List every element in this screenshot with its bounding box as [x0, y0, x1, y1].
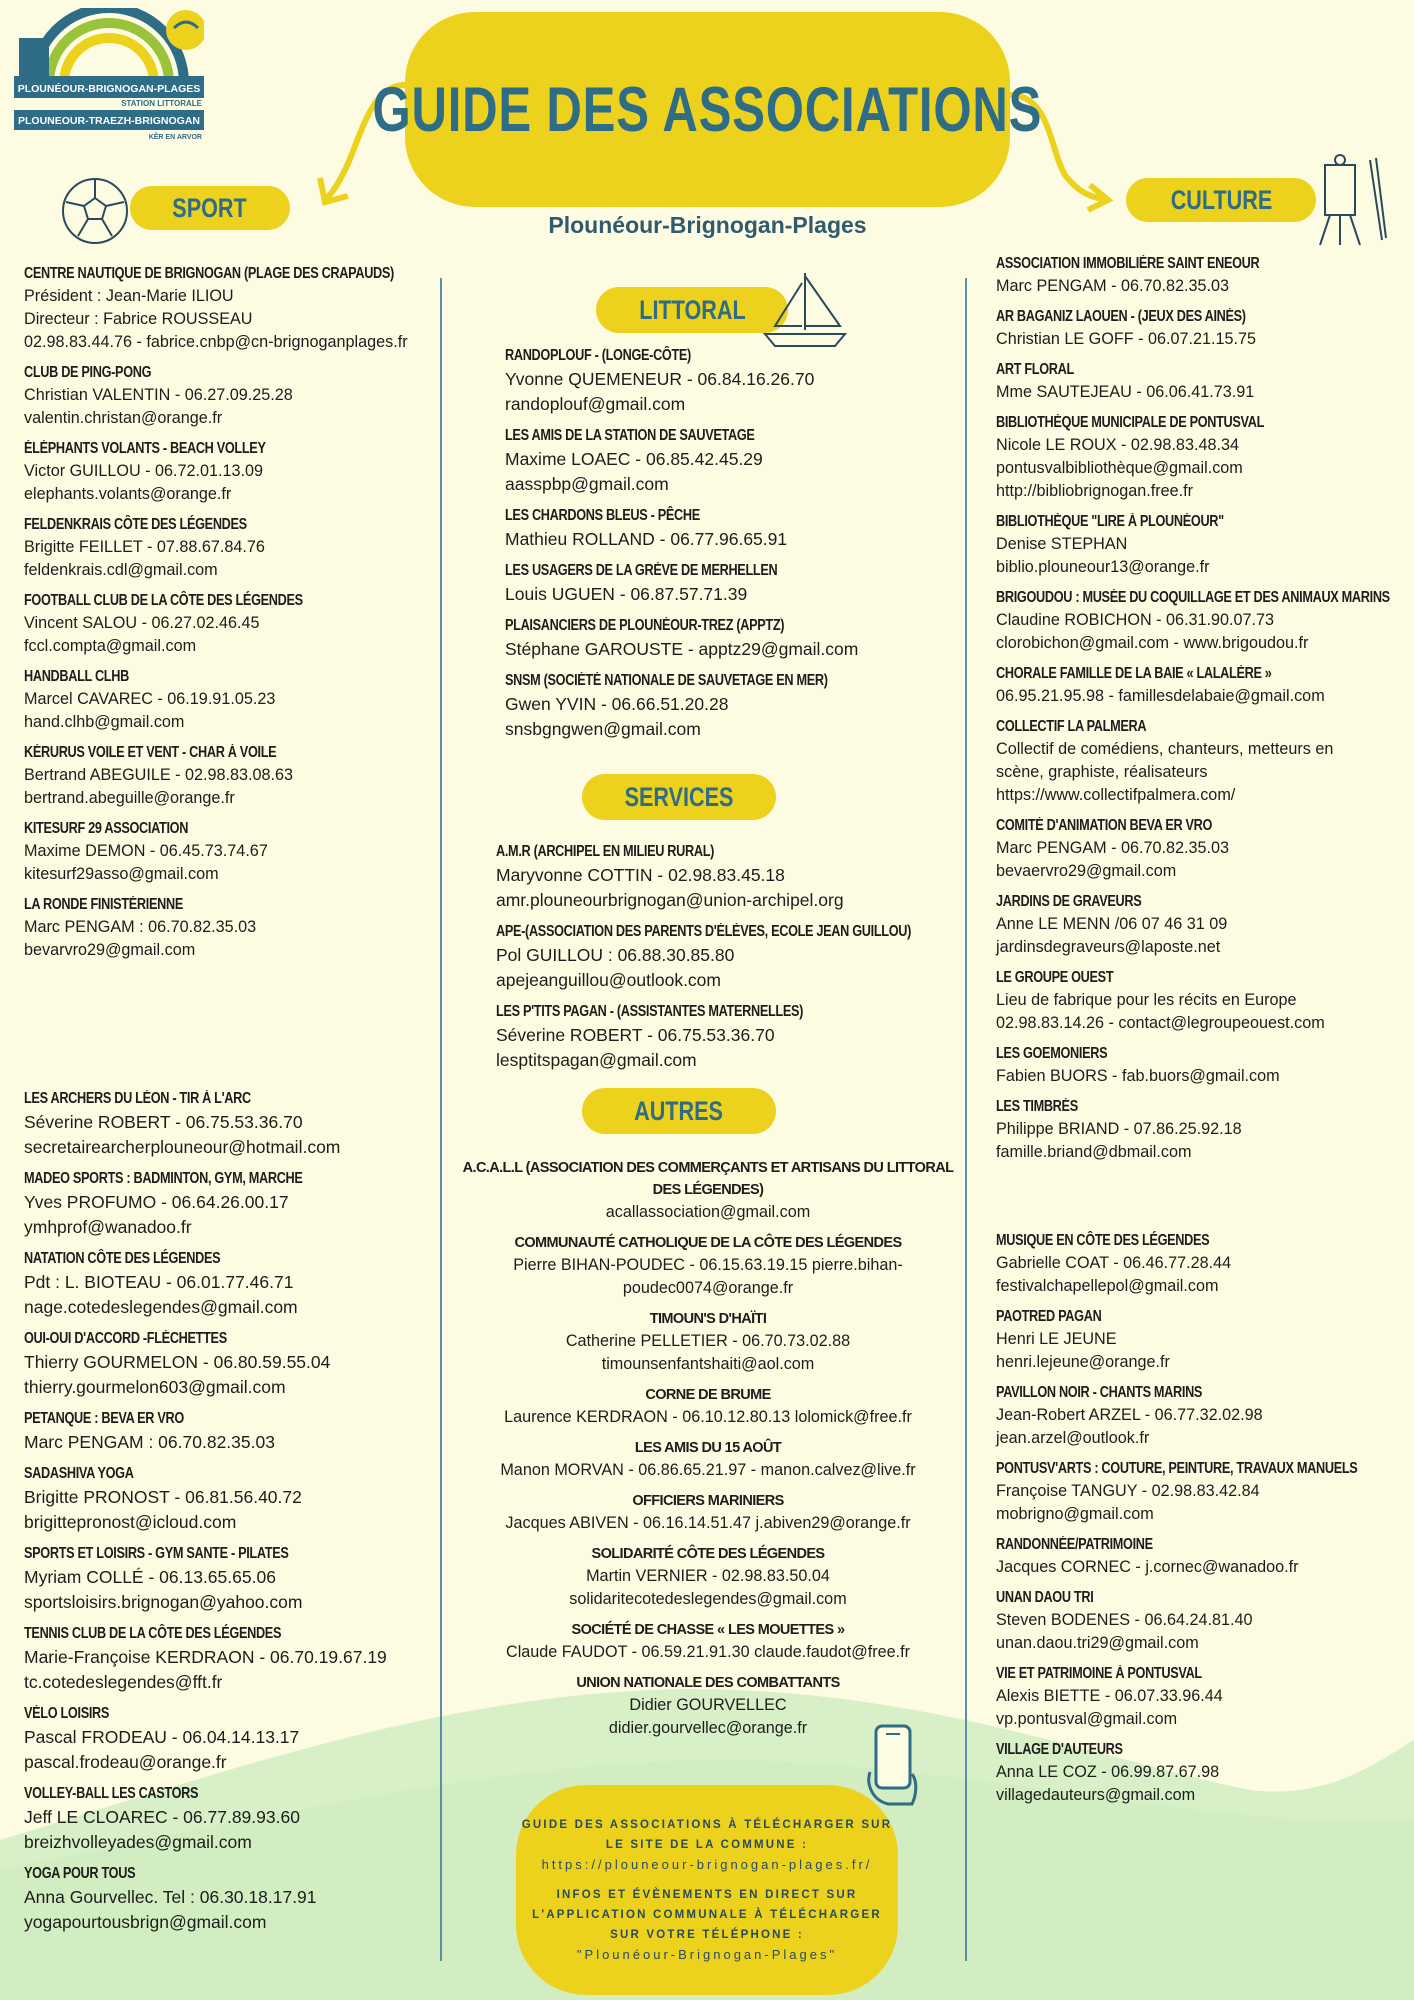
association-contact: Denise STEPHAN — [996, 535, 1128, 553]
association-name: PLAISANCIERS DE PLOUNÉOUR-TREZ (APPTZ) — [505, 617, 785, 634]
association-contact: Philippe BRIAND - 07.86.25.92.18 — [996, 1120, 1242, 1138]
association-name: PAVILLON NOIR - CHANTS MARINS — [996, 1384, 1203, 1401]
association-contact: Marcel CAVAREC - 06.19.91.05.23 — [24, 690, 276, 708]
autres-list — [458, 1149, 958, 1740]
association-name: FOOTBALL CLUB DE LA CÔTE DES LÉGENDES — [24, 592, 303, 609]
association-name: PETANQUE : BEVA ER VRO — [24, 1410, 184, 1427]
association-contact: unan.daou.tri29@gmail.com — [996, 1634, 1199, 1652]
association-name: ART FLORAL — [996, 361, 1074, 378]
association-name: VILLAGE D'AUTEURS — [996, 1741, 1123, 1758]
association-contact: Pierre BIHAN-POUDEC - 06.15.63.19.15 pierre.bihan-poudec0074@orange.fr — [513, 1256, 903, 1297]
association-name: SADASHIVA YOGA — [24, 1465, 134, 1482]
association-contact: Didier GOURVELLEC — [629, 1696, 787, 1714]
painting-easel-icon — [1300, 150, 1390, 250]
column-divider-right — [965, 278, 967, 1961]
association-contact: Jean-Robert ARZEL - 06.77.32.02.98 — [996, 1406, 1263, 1424]
association-contact: biblio.plouneour13@orange.fr — [996, 558, 1210, 576]
association-contact: kitesurf29asso@gmail.com — [24, 865, 219, 883]
association-contact: jardinsdegraveurs@laposte.net — [996, 938, 1221, 956]
association-contact: feldenkrais.cdl@gmail.com — [24, 561, 218, 579]
association-contact: clorobichon@gmail.com - www.brigoudou.fr — [996, 634, 1309, 652]
page-title: GUIDE DES ASSOCIATIONS — [372, 74, 1043, 145]
town-logo — [14, 8, 204, 143]
website-link[interactable]: https://plouneour-brignogan-plages.fr/ — [541, 1857, 873, 1872]
association-name: BRIGOUDOU : MUSÉE DU COQUILLAGE ET DES ANIMAUX MARINS — [996, 589, 1390, 606]
association-contact: Marc PENGAM - 06.70.82.35.03 — [996, 277, 1230, 295]
association-contact: vp.pontusval@gmail.com — [996, 1710, 1178, 1728]
association-name: COLLECTIF LA PALMERA — [996, 718, 1147, 735]
association-name: BIBLIOTHÈQUE "LIRE À PLOUNÉOUR" — [996, 513, 1224, 530]
association-contact: Pol GUILLOU : 06.88.30.85.80 — [496, 945, 735, 965]
association-contact: hand.clhb@gmail.com — [24, 713, 185, 731]
association-contact: secretairearcherplouneour@hotmail.com — [24, 1137, 341, 1157]
association-contact: bertrand.abeguille@orange.fr — [24, 789, 235, 807]
association-name: MUSIQUE EN CÔTE DES LÉGENDES — [996, 1232, 1210, 1249]
association-contact: timounsenfantshaiti@aol.com — [601, 1355, 815, 1373]
app-name: "Plounéour-Brignogan-Plages" — [576, 1947, 838, 1962]
association-contact: villagedauteurs@gmail.com — [996, 1786, 1196, 1804]
association-contact: mobrigno@gmail.com — [996, 1505, 1154, 1523]
association-contact: Maxime LOAEC - 06.85.42.45.29 — [505, 449, 763, 469]
svg-text:KÊR EN ARVOR: KÊR EN ARVOR — [148, 134, 202, 141]
association-contact: didier.gourvellec@orange.fr — [608, 1719, 808, 1737]
association-contact: solidaritecotedeslegendes@gmail.com — [569, 1590, 847, 1608]
association-contact: Jacques ABIVEN - 06.16.14.51.47 j.abiven29@orange.fr — [505, 1514, 911, 1532]
association-contact: Mathieu ROLLAND - 06.77.96.65.91 — [505, 529, 788, 549]
association-contact: lesptitspagan@gmail.com — [496, 1050, 697, 1070]
association-name: SOCIÉTÉ DE CHASSE « LES MOUETTES » — [571, 1622, 845, 1638]
section-culture: CULTURE — [1126, 178, 1316, 222]
association-contact: Alexis BIETTE - 06.07.33.96.44 — [996, 1687, 1223, 1705]
sport-list-continued — [24, 1080, 444, 1935]
association-name: KÉRURUS VOILE ET VENT - CHAR À VOILE — [24, 744, 277, 761]
association-contact: amr.plouneourbrignogan@union-archipel.org — [496, 890, 844, 910]
association-contact: Jacques CORNEC - j.cornec@wanadoo.fr — [996, 1558, 1299, 1576]
association-name: LES CHARDONS BLEUS - PÊCHE — [505, 507, 700, 524]
footer-line: SUR VOTRE TÉLÉPHONE : — [610, 1929, 804, 1941]
association-contact: Gwen YVIN - 06.66.51.20.28 — [505, 694, 729, 714]
section-autres: AUTRES — [582, 1088, 776, 1134]
association-contact: Collectif de comédiens, chanteurs, metteurs en — [996, 740, 1334, 758]
section-sport: SPORT — [130, 186, 290, 230]
association-contact: Anna Gourvellec. Tel : 06.30.18.17.91 — [24, 1887, 317, 1907]
association-contact: jean.arzel@outlook.fr — [996, 1429, 1150, 1447]
association-name: VÉLO LOISIRS — [24, 1705, 110, 1722]
association-name: LES AMIS DU 15 AOÛT — [634, 1440, 782, 1456]
association-name: LES TIMBRÉS — [996, 1098, 1078, 1115]
association-name: NATATION CÔTE DES LÉGENDES — [24, 1250, 221, 1267]
association-contact: 06.95.21.95.98 - famillesdelabaie@gmail.com — [996, 687, 1325, 705]
association-contact: randoplouf@gmail.com — [505, 394, 686, 414]
association-contact: pontusvalbibliothèque@gmail.com — [996, 459, 1243, 477]
association-contact: Henri LE JEUNE — [996, 1330, 1117, 1348]
association-name: UNAN DAOU TRI — [996, 1589, 1094, 1606]
association-name: SOLIDARITÉ CÔTE DES LÉGENDES — [591, 1546, 825, 1562]
culture-list — [996, 245, 1396, 1164]
association-name: UNION NATIONALE DES COMBATTANTS — [576, 1675, 840, 1691]
association-contact: Yves PROFUMO - 06.64.26.00.17 — [24, 1192, 289, 1212]
association-contact: Myriam COLLÉ - 06.13.65.65.06 — [24, 1567, 276, 1587]
association-contact: Jeff LE CLOAREC - 06.77.89.93.60 — [24, 1807, 300, 1827]
association-contact: Anna LE COZ - 06.99.87.67.98 — [996, 1763, 1220, 1781]
association-name: TIMOUN'S D'HAÏTI — [649, 1311, 767, 1327]
association-contact: famille.briand@dbmail.com — [996, 1143, 1192, 1161]
association-name: LES P'TITS PAGAN - (ASSISTANTES MATERNELLES) — [496, 1003, 804, 1020]
association-name: OFFICIERS MARINIERS — [632, 1493, 784, 1509]
association-contact: Louis UGUEN - 06.87.57.71.39 — [505, 584, 748, 604]
association-contact: Lieu de fabrique pour les récits en Europe — [996, 991, 1297, 1009]
association-contact: Stéphane GAROUSTE - apptz29@gmail.com — [505, 639, 859, 659]
association-contact: Claude FAUDOT - 06.59.21.91.30 claude.faudot@free.fr — [506, 1643, 910, 1661]
page-subtitle: Plounéour-Brignogan-Plages — [548, 212, 867, 238]
association-name: LES ARCHERS DU LÉON - TIR À L'ARC — [24, 1090, 251, 1107]
association-name: LES AMIS DE LA STATION DE SAUVETAGE — [505, 427, 755, 444]
association-contact: Victor GUILLOU - 06.72.01.13.09 — [24, 462, 264, 480]
svg-text:PLOUNÉOUR-BRIGNOGAN-PLAGES: PLOUNÉOUR-BRIGNOGAN-PLAGES — [17, 83, 201, 95]
association-contact: Marc PENGAM - 06.70.82.35.03 — [996, 839, 1230, 857]
association-name: BIBLIOTHÈQUE MUNICIPALE DE PONTUSVAL — [996, 414, 1265, 431]
association-name: A.M.R (ARCHIPEL EN MILIEU RURAL) — [496, 843, 715, 860]
association-contact: Vincent SALOU - 06.27.02.46.45 — [24, 614, 260, 632]
section-services: SERVICES — [582, 774, 776, 820]
footer-line: GUIDE DES ASSOCIATIONS À TÉLÉCHARGER SUR — [521, 1819, 893, 1831]
association-contact: valentin.christan@orange.fr — [24, 409, 223, 427]
association-contact: Claudine ROBICHON - 06.31.90.07.73 — [996, 611, 1275, 629]
association-contact: Steven BODENES - 06.64.24.81.40 — [996, 1611, 1253, 1629]
footer-line: LE SITE DE LA COMMUNE : — [605, 1839, 809, 1851]
association-name: AR BAGANIZ LAOUEN - (JEUX DES AINÉS) — [996, 308, 1246, 325]
association-contact: Manon MORVAN - 06.86.65.21.97 - manon.calvez@live.fr — [500, 1461, 916, 1479]
association-contact: Françoise TANGUY - 02.98.83.42.84 — [996, 1482, 1260, 1500]
association-contact: https://www.collectifpalmera.com/ — [996, 786, 1236, 804]
association-contact: http://bibliobrignogan.free.fr — [996, 482, 1194, 500]
association-contact: bevaervro29@gmail.com — [996, 862, 1177, 880]
association-contact: Thierry GOURMELON - 06.80.59.55.04 — [24, 1352, 331, 1372]
association-name: JARDINS DE GRAVEURS — [996, 893, 1142, 910]
association-name: CENTRE NAUTIQUE DE BRIGNOGAN (PLAGE DES CRAPAUDS) — [24, 265, 394, 282]
association-contact: Maryvonne COTTIN - 02.98.83.45.18 — [496, 865, 785, 885]
footer-line: L'APPLICATION COMMUNALE À TÉLÉCHARGER — [532, 1909, 882, 1921]
association-contact: Brigitte PRONOST - 06.81.56.40.72 — [24, 1487, 302, 1507]
association-name: LES USAGERS DE LA GRÈVE DE MERHELLEN — [505, 562, 778, 579]
association-name: SNSM (SOCIÉTÉ NATIONALE DE SAUVETAGE EN MER) — [505, 672, 828, 689]
association-contact: aasspbp@gmail.com — [505, 474, 669, 494]
association-contact: scène, graphiste, réalisateurs — [996, 763, 1208, 781]
association-contact: Brigitte FEILLET - 07.88.67.84.76 — [24, 538, 265, 556]
association-contact: Marc PENGAM : 06.70.82.35.03 — [24, 918, 257, 936]
association-name: PONTUSV'ARTS : COUTURE, PEINTURE, TRAVAUX MANUELS — [996, 1460, 1358, 1477]
association-contact: Marie-Françoise KERDRAON - 06.70.19.67.19 — [24, 1647, 387, 1667]
association-contact: Christian VALENTIN - 06.27.09.25.28 — [24, 386, 293, 404]
association-contact: Martin VERNIER - 02.98.83.50.04 — [586, 1567, 830, 1585]
association-contact: bevarvro29@gmail.com — [24, 941, 196, 959]
association-contact: Catherine PELLETIER - 06.70.73.02.88 — [565, 1332, 851, 1350]
association-contact: Yvonne QUEMENEUR - 06.84.16.26.70 — [505, 369, 815, 389]
association-name: VOLLEY-BALL LES CASTORS — [24, 1785, 199, 1802]
svg-text:STATION LITTORALE: STATION LITTORALE — [121, 99, 202, 108]
association-contact: breizhvolleyades@gmail.com — [24, 1832, 252, 1852]
sport-list — [24, 255, 444, 962]
association-contact: Président : Jean-Marie ILIOU — [24, 287, 234, 305]
association-name: CORNE DE BRUME — [645, 1387, 771, 1403]
littoral-list — [505, 337, 945, 742]
association-contact: tc.cotedeslegendes@fft.fr — [24, 1672, 223, 1692]
association-name: CHORALE FAMILLE DE LA BAIE « LALALÈRE » — [996, 665, 1272, 682]
association-contact: Pascal FRODEAU - 06.04.14.13.17 — [24, 1727, 300, 1747]
association-name: A.C.A.L.L (ASSOCIATION DES COMMERÇANTS ET ARTISANS DU LITTORAL DES LÉGENDES) — [462, 1160, 954, 1198]
association-contact: Directeur : Fabrice ROUSSEAU — [24, 310, 253, 328]
association-name: FELDENKRAIS CÔTE DES LÉGENDES — [24, 516, 247, 533]
association-name: MADEO SPORTS : BADMINTON, GYM, MARCHE — [24, 1170, 303, 1187]
association-contact: Pdt : L. BIOTEAU - 06.01.77.46.71 — [24, 1272, 294, 1292]
association-contact: nage.cotedeslegendes@gmail.com — [24, 1297, 298, 1317]
association-contact: pascal.frodeau@orange.fr — [24, 1752, 227, 1772]
association-name: CLUB DE PING-PONG — [24, 364, 152, 381]
association-contact: Maxime DEMON - 06.45.73.74.67 — [24, 842, 268, 860]
smartphone-icon — [862, 1722, 932, 1812]
download-info-box — [516, 1785, 898, 1995]
association-name: COMITÉ D'ANIMATION BEVA ER VRO — [996, 817, 1213, 834]
association-name: LA RONDE FINISTÉRIENNE — [24, 896, 183, 913]
section-littoral: LITTORAL — [596, 287, 788, 333]
association-name: SPORTS ET LOISIRS - GYM SANTE - PILATES — [24, 1545, 289, 1562]
association-contact: henri.lejeune@orange.fr — [996, 1353, 1170, 1371]
association-name: ASSOCIATION IMMOBILIÈRE SAINT ENEOUR — [996, 255, 1260, 272]
association-contact: Marc PENGAM : 06.70.82.35.03 — [24, 1432, 275, 1452]
association-contact: Fabien BUORS - fab.buors@gmail.com — [996, 1067, 1280, 1085]
association-contact: apejeanguillou@outlook.com — [496, 970, 721, 990]
association-name: OUI-OUI D'ACCORD -FLÉCHETTES — [24, 1330, 227, 1347]
association-contact: festivalchapellepol@gmail.com — [996, 1277, 1219, 1295]
association-name: KITESURF 29 ASSOCIATION — [24, 820, 189, 837]
association-name: RANDONNÉE/PATRIMOINE — [996, 1536, 1153, 1553]
association-contact: elephants.volants@orange.fr — [24, 485, 232, 503]
association-contact: acallassociation@gmail.com — [605, 1203, 811, 1221]
association-contact: ymhprof@wanadoo.fr — [24, 1217, 192, 1237]
association-name: TENNIS CLUB DE LA CÔTE DES LÉGENDES — [24, 1625, 282, 1642]
soccer-ball-icon — [60, 176, 130, 246]
association-contact: yogapourtousbrign@gmail.com — [24, 1912, 267, 1932]
association-contact: Nicole LE ROUX - 02.98.83.48.34 — [996, 436, 1239, 454]
footer-line: INFOS ET ÉVÈNEMENTS EN DIRECT SUR — [556, 1889, 858, 1901]
association-contact: 02.98.83.44.76 - fabrice.cnbp@cn-brignoganplages.fr — [24, 333, 408, 351]
association-contact: Laurence KERDRAON - 06.10.12.80.13 lolomick@free.fr — [504, 1408, 912, 1426]
association-contact: 02.98.83.14.26 - contact@legroupeouest.com — [996, 1014, 1325, 1032]
association-contact: Bertrand ABEGUILE - 02.98.83.08.63 — [24, 766, 294, 784]
association-contact: fccl.compta@gmail.com — [24, 637, 197, 655]
association-name: LES GOEMONIERS — [996, 1045, 1108, 1062]
association-name: LE GROUPE OUEST — [996, 969, 1114, 986]
services-list — [496, 833, 951, 1073]
association-name: PAOTRED PAGAN — [996, 1308, 1102, 1325]
association-name: COMMUNAUTÉ CATHOLIQUE DE LA CÔTE DES LÉGENDES — [514, 1235, 902, 1251]
association-name: HANDBALL CLHB — [24, 668, 129, 685]
association-name: YOGA POUR TOUS — [24, 1865, 136, 1882]
svg-text:PLOUNEOUR-TRAEZH-BRIGNOGAN: PLOUNEOUR-TRAEZH-BRIGNOGAN — [18, 115, 200, 127]
association-contact: Anne LE MENN /06 07 46 31 09 — [996, 915, 1228, 933]
association-contact: brigittepronost@icloud.com — [24, 1512, 237, 1532]
association-contact: Séverine ROBERT - 06.75.53.36.70 — [496, 1025, 775, 1045]
association-contact: sportsloisirs.brignogan@yahoo.com — [24, 1592, 303, 1612]
association-contact: snsbgngwen@gmail.com — [505, 719, 701, 739]
association-name: RANDOPLOUF - (LONGE-CÔTE) — [505, 347, 691, 364]
association-contact: Christian LE GOFF - 06.07.21.15.75 — [996, 330, 1257, 348]
association-contact: thierry.gourmelon603@gmail.com — [24, 1377, 286, 1397]
title-banner — [372, 12, 1043, 207]
association-name: APE-(ASSOCIATION DES PARENTS D'ÉLÈVES, ECOLE JEAN GUILLOU) — [496, 923, 912, 940]
association-contact: Séverine ROBERT - 06.75.53.36.70 — [24, 1112, 303, 1132]
association-name: VIE ET PATRIMOINE À PONTUSVAL — [996, 1665, 1202, 1682]
association-contact: Gabrielle COAT - 06.46.77.28.44 — [996, 1254, 1232, 1272]
culture-list-continued — [996, 1222, 1396, 1807]
association-contact: Mme SAUTEJEAU - 06.06.41.73.91 — [996, 383, 1255, 401]
association-name: ÉLÉPHANTS VOLANTS - BEACH VOLLEY — [24, 440, 266, 457]
